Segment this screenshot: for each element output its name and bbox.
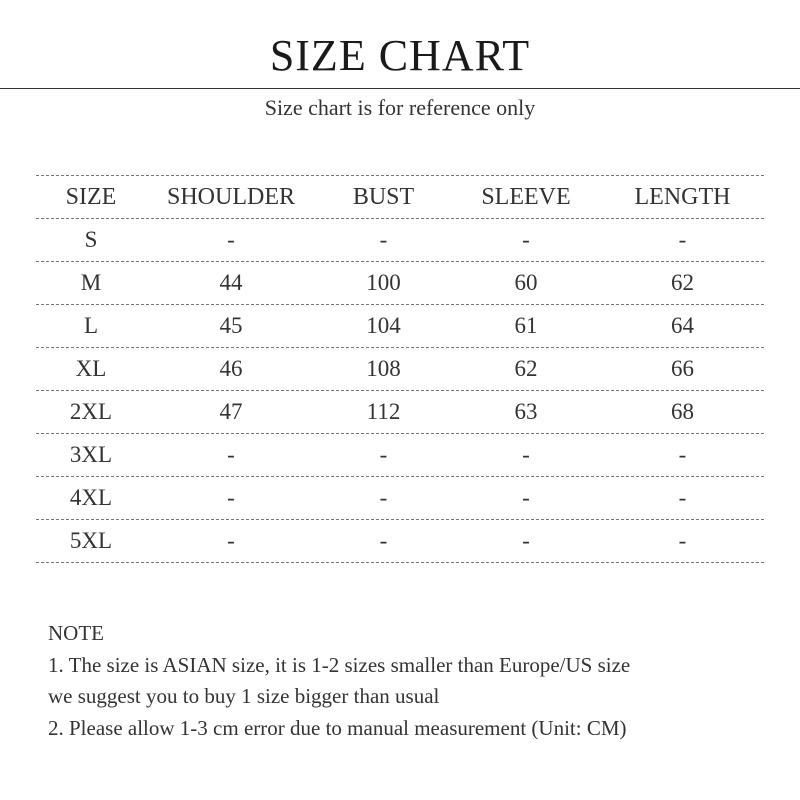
cell-sleeve: 60 xyxy=(514,270,538,295)
cell-length: 64 xyxy=(671,313,694,338)
cell-shoulder: - xyxy=(227,528,235,553)
table-row xyxy=(36,391,764,434)
cell-length: - xyxy=(678,442,687,467)
header-bust: BUST xyxy=(352,183,415,210)
cell-sleeve: - xyxy=(522,227,530,252)
header-sleeve: SLEEVE xyxy=(481,183,571,210)
table-row xyxy=(36,305,764,348)
cell-shoulder: 44 xyxy=(219,270,243,295)
cell-bust: 108 xyxy=(366,356,401,381)
cell-length: - xyxy=(678,227,687,252)
cell-shoulder: 46 xyxy=(219,356,243,381)
table-row xyxy=(36,348,764,391)
cell-length: - xyxy=(678,528,687,553)
cell-shoulder: - xyxy=(227,485,235,510)
header-size: SIZE xyxy=(65,183,117,210)
cell-bust: 112 xyxy=(366,399,401,424)
cell-size: 2XL xyxy=(69,399,113,424)
table-row xyxy=(36,477,764,520)
cell-length: 66 xyxy=(671,356,694,381)
table-header-row xyxy=(36,176,764,219)
notes-heading: NOTE xyxy=(48,621,104,645)
cell-bust: 104 xyxy=(366,313,401,338)
table-row xyxy=(36,434,764,477)
cell-shoulder: 45 xyxy=(219,313,243,338)
cell-length: 68 xyxy=(671,399,694,424)
cell-size: S xyxy=(84,227,98,252)
cell-bust: - xyxy=(379,485,388,510)
subtitle: Size chart is for reference only xyxy=(264,95,536,120)
note-line: 2. Please allow 1-3 cm error due to manual measurement (Unit: CM) xyxy=(48,715,627,740)
note-line: 1. The size is ASIAN size, it is 1-2 sizes smaller than Europe/US size xyxy=(48,652,631,677)
cell-sleeve: - xyxy=(522,442,530,467)
page-title: SIZE CHART xyxy=(269,31,531,80)
cell-size: L xyxy=(83,313,99,338)
cell-sleeve: 61 xyxy=(514,313,538,338)
header-length: LENGTH xyxy=(634,183,731,210)
cell-size: 3XL xyxy=(69,442,113,467)
table-row xyxy=(36,262,764,305)
cell-bust: - xyxy=(379,442,388,467)
cell-sleeve: 62 xyxy=(514,356,538,381)
cell-size: M xyxy=(80,270,102,295)
cell-shoulder: - xyxy=(227,227,235,252)
table-row xyxy=(36,219,764,262)
cell-length: - xyxy=(678,485,687,510)
cell-sleeve: - xyxy=(522,485,530,510)
cell-bust: - xyxy=(379,528,388,553)
notes-section xyxy=(48,618,768,744)
cell-size: XL xyxy=(75,356,107,381)
cell-size: 4XL xyxy=(69,485,113,510)
cell-bust: - xyxy=(379,227,388,252)
cell-length: 62 xyxy=(671,270,694,295)
title-divider xyxy=(0,88,800,89)
note-line: we suggest you to buy 1 size bigger than usual xyxy=(48,684,440,708)
cell-sleeve: - xyxy=(522,528,530,553)
size-table xyxy=(36,175,764,563)
header-shoulder: SHOULDER xyxy=(166,183,295,210)
cell-bust: 100 xyxy=(366,270,401,295)
cell-shoulder: - xyxy=(227,442,235,467)
cell-size: 5XL xyxy=(69,528,113,553)
cell-sleeve: 63 xyxy=(514,399,538,424)
cell-shoulder: 47 xyxy=(219,399,243,424)
table-row xyxy=(36,520,764,563)
